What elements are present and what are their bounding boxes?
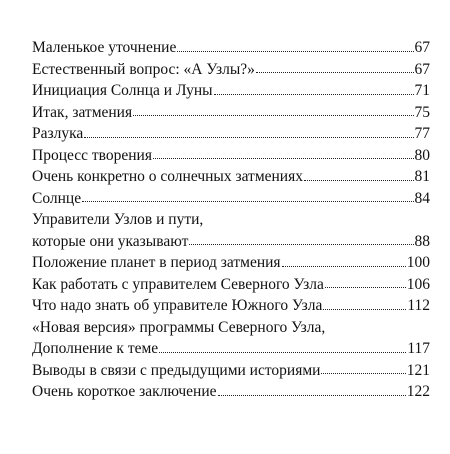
dot-leader bbox=[84, 136, 413, 138]
toc-entry-page: 84 bbox=[414, 189, 430, 207]
toc-entry-title: Положение планет в период затмения bbox=[32, 254, 281, 271]
toc-entry-page: 117 bbox=[407, 340, 430, 357]
dot-leader bbox=[153, 157, 414, 159]
toc-entry-page: 100 bbox=[406, 254, 430, 271]
toc-entry-page: 67 bbox=[414, 60, 430, 78]
toc-entry-title: Инициация Солнца и Луны bbox=[32, 82, 213, 99]
toc-entry-page: 106 bbox=[406, 275, 430, 293]
table-of-contents bbox=[32, 37, 430, 403]
toc-entry bbox=[32, 37, 430, 59]
toc-entry-page: 80 bbox=[414, 146, 430, 164]
toc-entry-title: Очень короткое заключение bbox=[32, 383, 217, 400]
toc-entry bbox=[32, 231, 430, 253]
toc-entry bbox=[32, 295, 430, 317]
dot-leader bbox=[82, 200, 413, 202]
toc-entry-title: Естественный вопрос: «А Узлы?» bbox=[32, 60, 255, 78]
dot-leader bbox=[218, 394, 406, 396]
dot-leader bbox=[325, 286, 406, 288]
toc-entry bbox=[32, 381, 430, 403]
toc-entry-page: 112 bbox=[407, 297, 430, 314]
toc-entry-page: 67 bbox=[414, 39, 430, 56]
dot-leader bbox=[256, 71, 414, 73]
toc-entry bbox=[32, 166, 430, 188]
toc-entry-title-continuation: Дополнение к теме bbox=[32, 340, 159, 357]
toc-entry-title: Итак, затмения bbox=[32, 103, 133, 121]
toc-entry-title: «Новая версия» программы Северного Узла, bbox=[32, 318, 326, 336]
toc-entry bbox=[32, 102, 430, 124]
toc-entry-page: 71 bbox=[414, 82, 430, 99]
dot-leader bbox=[282, 265, 406, 267]
toc-entry-title: Разлука bbox=[32, 125, 84, 142]
toc-entry-title: Что надо знать об управителе Южного Узла bbox=[32, 297, 323, 314]
toc-entry bbox=[32, 145, 430, 167]
dot-leader bbox=[177, 50, 413, 52]
dot-leader bbox=[323, 308, 406, 310]
dot-leader bbox=[189, 243, 413, 245]
toc-entry bbox=[32, 123, 430, 145]
toc-entry-title: Маленькое уточнение bbox=[32, 39, 177, 56]
toc-entry bbox=[32, 360, 430, 382]
toc-entry-page: 88 bbox=[414, 232, 430, 250]
toc-entry-title: Солнце bbox=[32, 189, 82, 207]
dot-leader bbox=[214, 93, 414, 95]
toc-entry-title-continuation: которые они указывают bbox=[32, 232, 189, 250]
toc-entry-title: Выводы в связи с предыдущими историями bbox=[32, 361, 321, 379]
toc-entry bbox=[32, 59, 430, 81]
toc-entry-title: Управители Узлов и пути, bbox=[32, 211, 204, 228]
toc-entry-title: Процесс творения bbox=[32, 146, 152, 164]
toc-entry bbox=[32, 188, 430, 210]
toc-entry-page: 121 bbox=[406, 361, 430, 379]
dot-leader bbox=[304, 179, 414, 181]
toc-entry-page: 77 bbox=[414, 125, 430, 142]
toc-entry-title: Как работать с управителем Северного Узла bbox=[32, 275, 324, 293]
toc-entry-page: 122 bbox=[406, 383, 430, 400]
toc-entry-page: 81 bbox=[414, 168, 430, 185]
dot-leader bbox=[321, 372, 405, 374]
dot-leader bbox=[133, 114, 413, 116]
dot-leader bbox=[159, 351, 406, 353]
toc-entry-page: 75 bbox=[414, 103, 430, 121]
toc-entry-title: Очень конкретно о солнечных затмениях bbox=[32, 168, 303, 185]
toc-entry bbox=[32, 274, 430, 296]
toc-entry bbox=[32, 252, 430, 274]
toc-entry bbox=[32, 338, 430, 360]
toc-entry bbox=[32, 80, 430, 102]
